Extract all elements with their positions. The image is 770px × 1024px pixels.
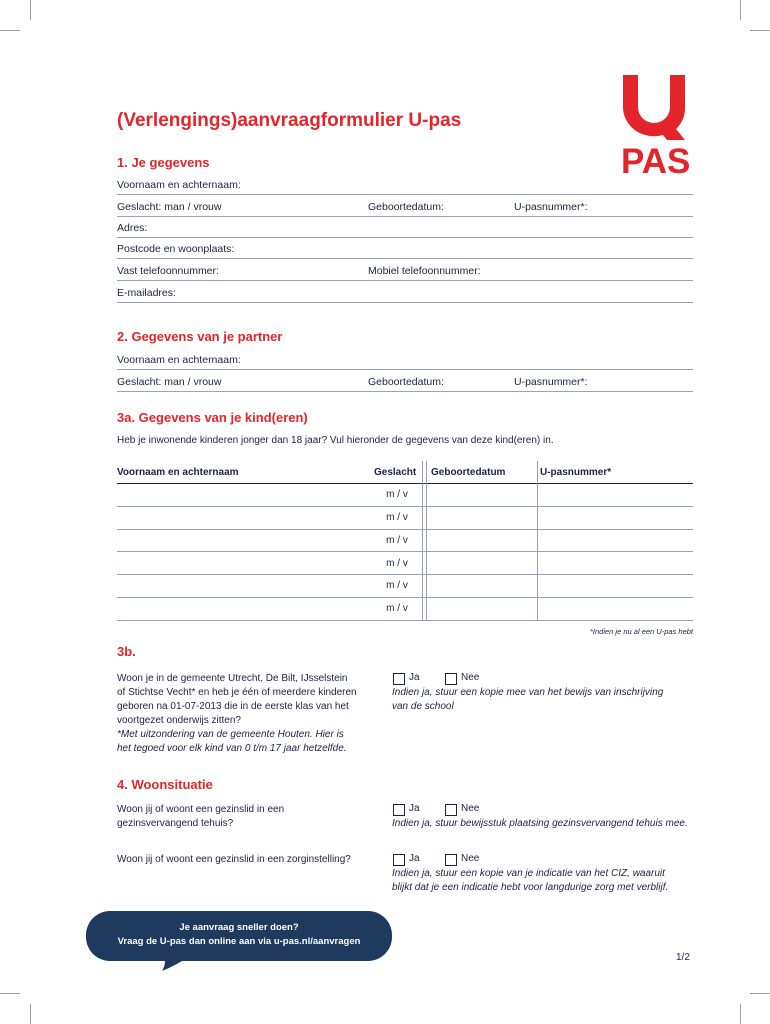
online-banner[interactable]	[86, 911, 392, 971]
housing-no-checkbox[interactable]	[445, 804, 457, 816]
crop-mark	[0, 993, 20, 994]
mobile-label: Mobiel telefoonnummer:	[368, 265, 481, 277]
partner-dob-label: Geboortedatum:	[368, 376, 444, 388]
phone-line[interactable]	[117, 280, 693, 281]
gender-option[interactable]: m / v	[386, 489, 408, 500]
banner-line1: Je aanvraag sneller doen?	[179, 922, 299, 933]
name-line[interactable]	[117, 194, 693, 195]
school-no-checkbox[interactable]	[445, 673, 457, 685]
housing-question: Woon jij of woont een gezinslid in een gezinsvervangend tehuis?	[117, 804, 285, 829]
section3b-heading: 3b.	[117, 644, 136, 659]
table-row[interactable]	[117, 574, 693, 575]
banner-line2: Vraag de U-pas dan online aan via u-pas.nl/aanvragen	[117, 936, 361, 947]
crop-mark	[740, 1004, 741, 1024]
gender-option[interactable]: m / v	[386, 603, 408, 614]
col-upas-header: U-pasnummer*	[540, 467, 612, 478]
upas-number-label: U-pasnummer*:	[514, 201, 588, 213]
partner-name-line[interactable]	[117, 369, 693, 370]
housing-instruction: Indien ja, stuur bewijsstuk plaatsing gezinsvervangend tehuis mee.	[392, 818, 688, 829]
section4-heading: 4. Woonsituatie	[117, 777, 213, 792]
housing-no-label: Nee	[461, 803, 480, 814]
email-line[interactable]	[117, 302, 693, 303]
name-label: Voornaam en achternaam:	[117, 179, 241, 191]
housing-yes-checkbox[interactable]	[393, 804, 405, 816]
care-yes-checkbox[interactable]	[393, 854, 405, 866]
crop-mark	[0, 30, 20, 31]
gender-option[interactable]: m / v	[386, 580, 408, 591]
page-title: (Verlengings)aanvraagformulier U-pas	[117, 110, 462, 131]
table-row[interactable]	[117, 597, 693, 598]
school-question: Woon je in de gemeente Utrecht, De Bilt, IJsselstein of Stichtse Vecht* en heb je één of meerdere kinderen geboren na 01-07-2013 die in de eerste klas van het voortgezet onderwijs zitten? *Met uitzondering van de gemeente Houten. Hier is het tegoed voor elk kind van 0 t/m 17 jaar hetzelfde.	[117, 673, 357, 754]
col-dob-header: Geboortedatum	[431, 467, 506, 478]
dob-label: Geboortedatum:	[368, 201, 444, 213]
children-intro: Heb je inwonende kinderen jonger dan 18 jaar? Vul hieronder de gegevens van deze kind(eren) in.	[117, 435, 554, 446]
partner-upas-label: U-pasnummer*:	[514, 376, 588, 388]
crop-mark	[750, 993, 770, 994]
table-row[interactable]	[117, 620, 693, 621]
col-gender-header: Geslacht	[374, 467, 417, 478]
section1-heading: 1. Je gegevens	[117, 155, 210, 170]
school-yes-checkbox[interactable]	[393, 673, 405, 685]
upas-logo	[610, 72, 700, 187]
partner-gender-label: Geslacht: man / vrouw	[117, 376, 222, 388]
care-no-label: Nee	[461, 853, 480, 864]
crop-mark	[30, 0, 31, 20]
phone-label: Vast telefoonnummer:	[117, 265, 219, 277]
care-no-checkbox[interactable]	[445, 854, 457, 866]
school-instruction: Indien ja, stuur een kopie mee van het bewijs van inschrijving van de school	[392, 687, 664, 712]
section3a-heading: 3a. Gegevens van je kind(eren)	[117, 410, 308, 425]
school-no-label: Nee	[461, 672, 480, 683]
partner-name-label: Voornaam en achternaam:	[117, 354, 241, 366]
school-yes-label: Ja	[409, 672, 420, 683]
gender-option[interactable]: m / v	[386, 558, 408, 569]
page-number: 1/2	[676, 952, 690, 963]
table-row[interactable]	[117, 529, 693, 530]
postal-line[interactable]	[117, 258, 693, 259]
address-label: Adres:	[117, 222, 148, 234]
col-name-header: Voornaam en achternaam	[117, 467, 239, 478]
address-line[interactable]	[117, 237, 693, 238]
housing-yes-label: Ja	[409, 803, 420, 814]
care-instruction: Indien ja, stuur een kopie van je indicatie van het CIZ, waaruit blijkt dat je een indicatie hebt voor langdurige zorg met verblijf.	[392, 868, 669, 893]
care-question: Woon jij of woont een gezinslid in een zorginstelling?	[117, 854, 351, 865]
gender-line[interactable]	[117, 216, 693, 217]
care-yes-label: Ja	[409, 853, 420, 864]
partner-line[interactable]	[117, 391, 693, 392]
table-row[interactable]	[117, 506, 693, 507]
gender-option[interactable]: m / v	[386, 535, 408, 546]
section2-heading: 2. Gegevens van je partner	[117, 329, 283, 344]
crop-mark	[30, 1004, 31, 1024]
postal-label: Postcode en woonplaats:	[117, 243, 235, 255]
gender-option[interactable]: m / v	[386, 512, 408, 523]
upas-footnote: *Indien je nu al een U-pas hebt	[590, 627, 693, 636]
logo-pas-text: PAS	[621, 142, 691, 181]
gender-label: Geslacht: man / vrouw	[117, 201, 222, 213]
crop-mark	[750, 30, 770, 31]
email-label: E-mailadres:	[117, 287, 176, 299]
crop-mark	[740, 0, 741, 20]
table-row[interactable]	[117, 551, 693, 552]
